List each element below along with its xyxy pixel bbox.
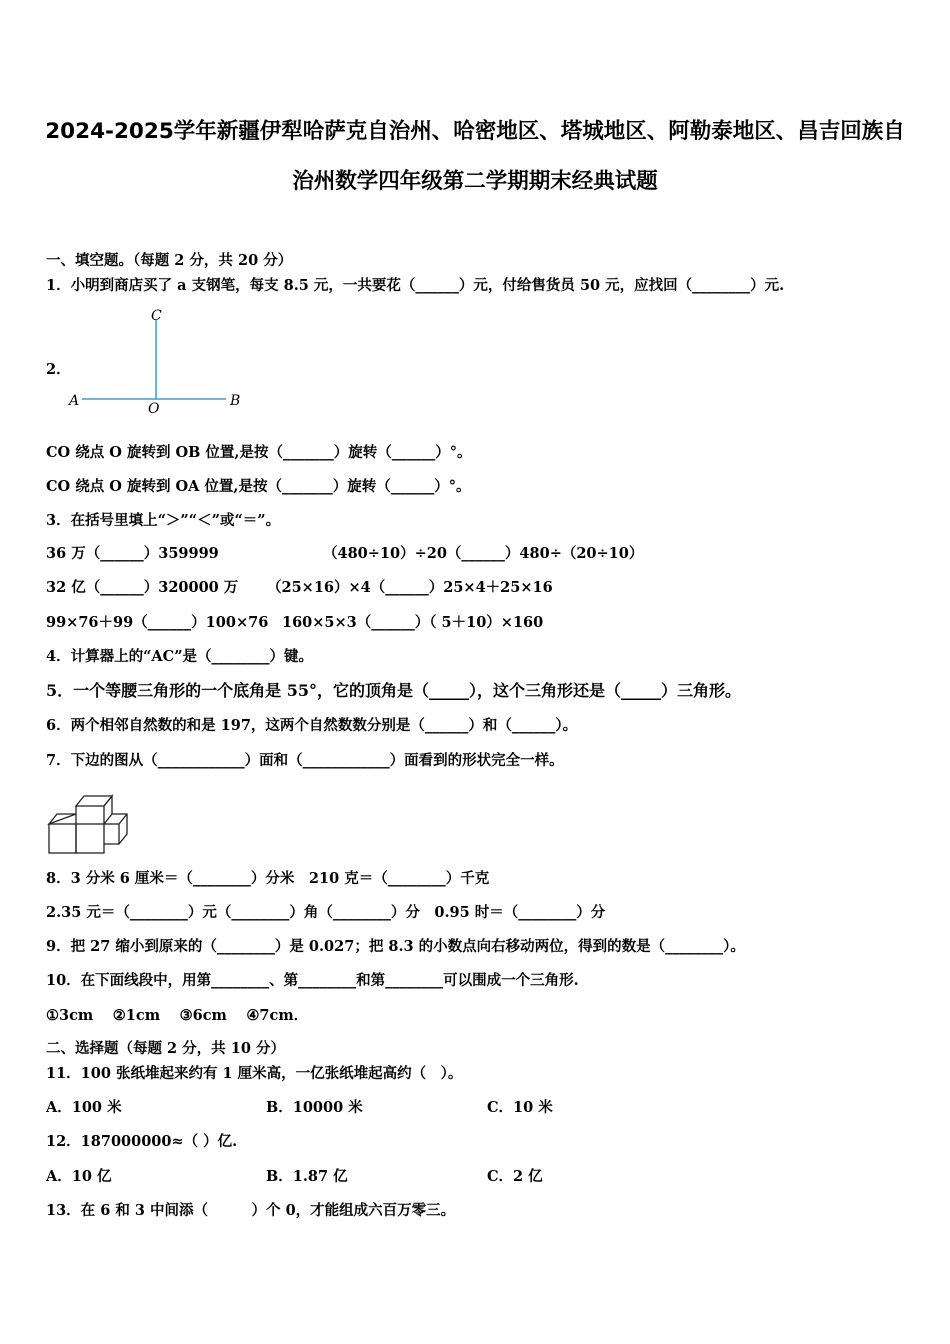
question-9: 9．把 27 缩小到原来的（________）是 0.027；把 8.3 的小数点向右移动两位，得到的数是（________）。 <box>46 938 745 955</box>
question-2-number: 2． <box>46 361 71 378</box>
question-12-option-c: C．2 亿 <box>487 1168 543 1185</box>
page-title-line-2: 治州数学四年级第二学期期末经典试题 <box>292 169 658 194</box>
question-3-row-1b: （480÷10）÷20（______）480÷（20÷10） <box>323 545 644 562</box>
page-title-line-1: 2024-2025学年新疆伊犁哈萨克自治州、哈密地区、塔城地区、阿勒泰地区、昌吉回族自 <box>45 119 905 144</box>
label-b: B <box>230 393 241 409</box>
section-2-heading: 二、选择题（每题 2 分，共 10 分） <box>46 1040 285 1057</box>
angle-diagram <box>64 306 244 418</box>
question-12-option-b: B．1.87 亿 <box>266 1168 348 1185</box>
question-11-option-c: C．10 米 <box>487 1099 553 1116</box>
question-8-line-2: 2.35 元＝（________）元（________）角（________）分 0.95 时＝（________）分 <box>46 904 606 921</box>
question-8-line-1: 8．3 分米 6 厘米＝（________）分米 210 克＝（________）千克 <box>46 870 490 887</box>
question-5: 5．一个等腰三角形的一个底角是 55°，它的顶角是（_____），这个三角形还是（_____）三角形。 <box>46 681 741 700</box>
question-3-row-1a: 36 万（______）359999 <box>46 545 219 562</box>
question-10-options: ①3cm ②1cm ③6cm ④7cm． <box>46 1007 309 1024</box>
question-3-row-3b: 160×5×3（______）（ 5＋10）×160 <box>282 614 544 631</box>
label-o: O <box>148 401 160 417</box>
question-12-option-a: A．10 亿 <box>46 1168 112 1185</box>
question-4: 4．计算器上的“AC”是（________）键。 <box>46 648 314 665</box>
label-a: A <box>69 393 80 409</box>
cube-figure <box>46 792 130 858</box>
question-11: 11．100 张纸堆起来约有 1 厘米高，一亿张纸堆起高约（ ）。 <box>46 1065 463 1082</box>
question-6: 6．两个相邻自然数的和是 197，这两个自然数数分别是（______）和（______）。 <box>46 717 578 734</box>
question-10: 10．在下面线段中，用第________、第________和第________可以围成一个三角形. <box>46 972 579 989</box>
question-12: 12．187000000≈（ ）亿. <box>46 1133 238 1150</box>
question-2-line-1: CO 绕点 O 旋转到 OB 位置,是按（_______）旋转（______）°。 <box>46 444 472 461</box>
question-3-row-2a: 32 亿（______）320000 万 <box>46 579 239 596</box>
question-3: 3．在括号里填上“＞”“＜”或“＝”。 <box>46 512 281 529</box>
question-1: 1．小明到商店买了 a 支钢笔，每支 8.5 元，一共要花（______）元，付给售货员 50 元，应找回（________）元. <box>46 277 785 294</box>
question-7: 7．下边的图从（____________）面和（____________）面看到的形状完全一样。 <box>46 752 564 769</box>
question-2-line-2: CO 绕点 O 旋转到 OA 位置,是按（_______）旋转（______）°。 <box>46 478 471 495</box>
question-3-row-2b: （25×16）×4（______）25×4＋25×16 <box>267 579 553 596</box>
question-11-option-a: A．100 米 <box>46 1099 122 1116</box>
section-1-heading: 一、填空题。（每题 2 分，共 20 分） <box>46 252 293 269</box>
question-13: 13．在 6 和 3 中间添（ ）个 0，才能组成六百万零三。 <box>46 1202 456 1219</box>
question-11-option-b: B．10000 米 <box>266 1099 363 1116</box>
question-3-row-3a: 99×76＋99（______）100×76 <box>46 614 269 631</box>
label-c: C <box>151 308 162 324</box>
